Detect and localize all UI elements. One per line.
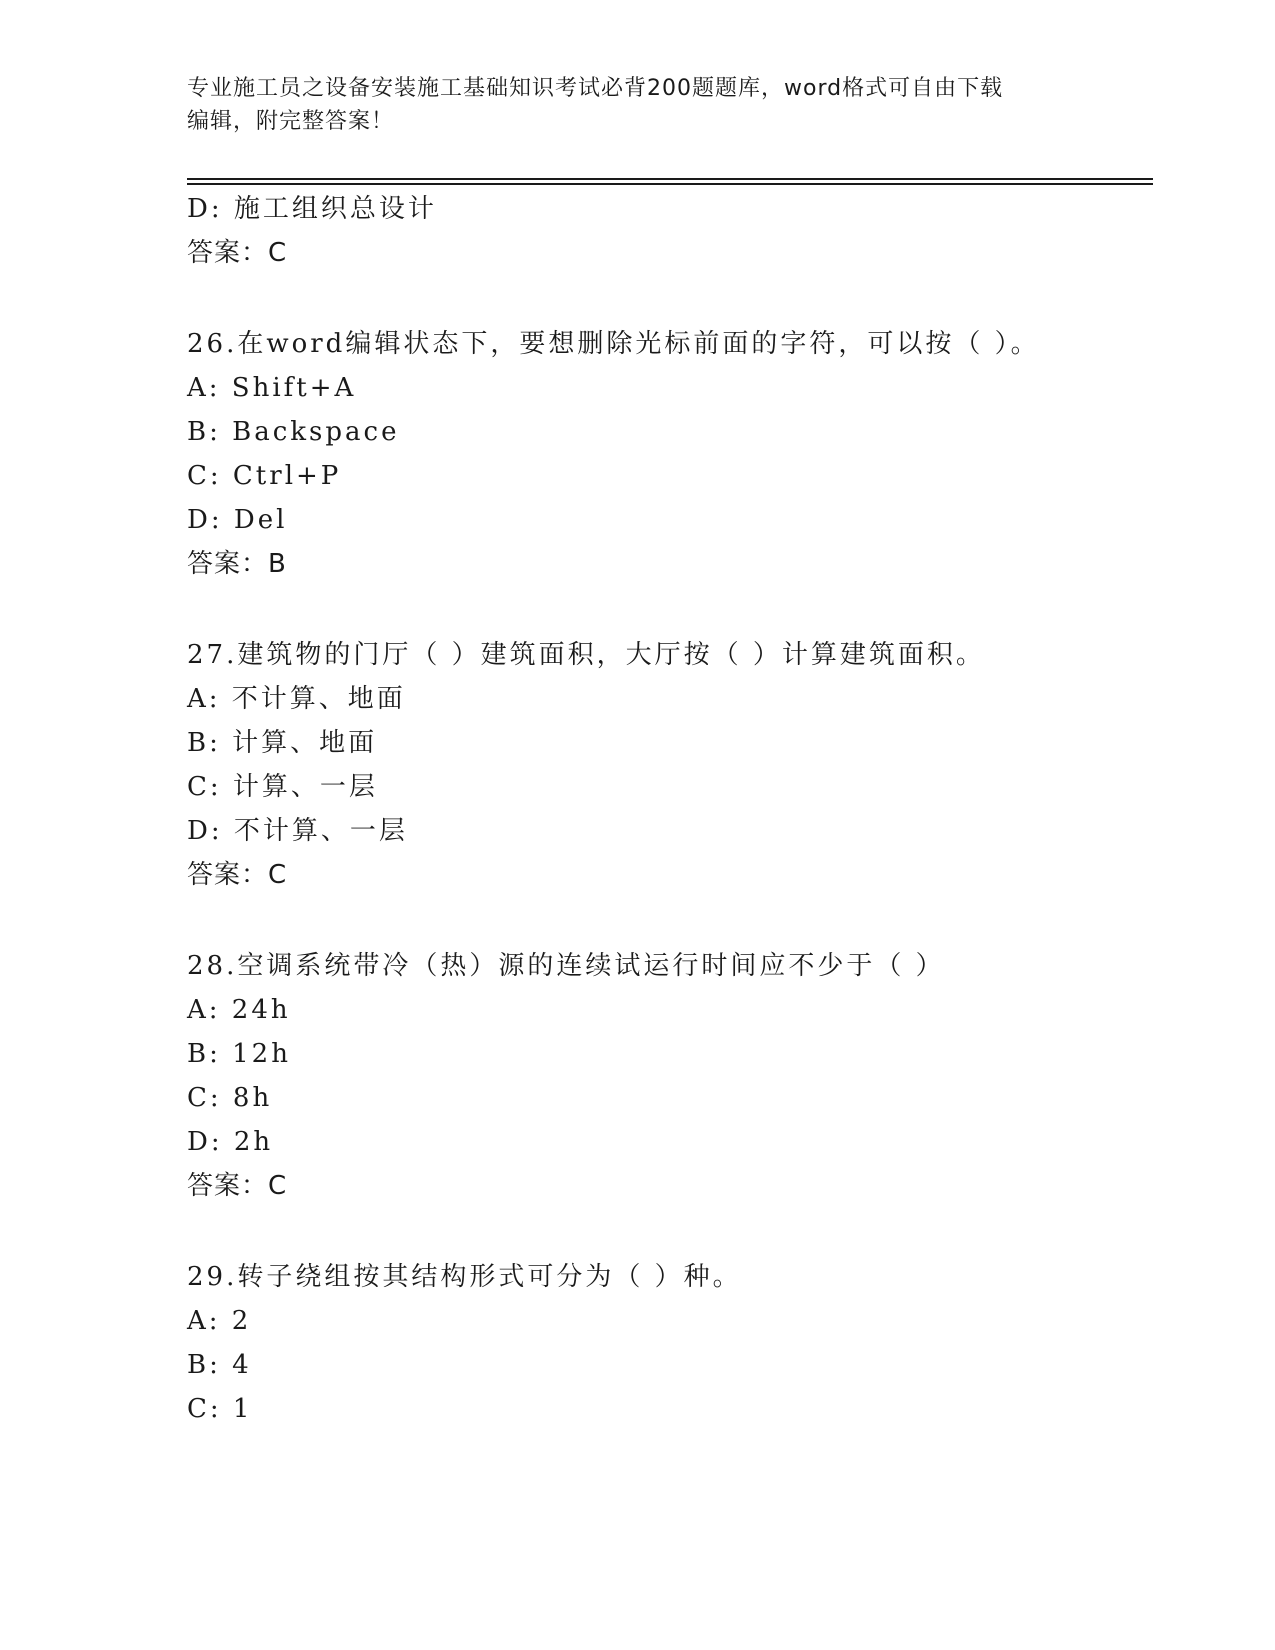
header-divider-bottom [187,183,1153,185]
q27-option-d: D: 不计算、一层 [187,816,408,846]
q27-option-c: C: 计算、一层 [187,772,378,802]
q25-answer: 答案：C [187,238,288,268]
document-header [187,72,1087,138]
q29-option-a: A: 2 [187,1306,252,1336]
q26-option-b: B: Backspace [187,417,400,447]
q28-answer: 答案：C [187,1171,288,1201]
q28-option-b: B: 12h [187,1039,291,1069]
header-line-1: 专业施工员之设备安装施工基础知识考试必背200题题库，word格式可自由下载 [187,76,1004,101]
q28-option-a: A: 24h [187,995,291,1025]
q26-question: 26.在word编辑状态下，要想删除光标前面的字符，可以按（ ）。 [187,329,1040,359]
q25-option-d: D: 施工组织总设计 [187,194,437,224]
q26-option-a: A: Shift+A [187,373,357,403]
q26-answer: 答案：B [187,549,287,579]
q29-question: 29.转子绕组按其结构形式可分为（ ）种。 [187,1262,742,1292]
q28-option-d: D: 2h [187,1127,274,1157]
q28-question: 28.空调系统带冷（热）源的连续试运行时间应不少于（ ） [187,951,945,981]
q27-option-a: A: 不计算、地面 [187,684,406,714]
header-line-2: 编辑，附完整答案！ [187,109,395,134]
q27-question: 27.建筑物的门厅（ ）建筑面积，大厅按（ ）计算建筑面积。 [187,640,985,670]
q28-option-c: C: 8h [187,1083,273,1113]
q27-answer: 答案：C [187,860,288,890]
q26-option-d: D: Del [187,505,288,535]
q29-option-b: B: 4 [187,1350,252,1380]
q29-option-c: C: 1 [187,1394,253,1424]
q26-option-c: C: Ctrl+P [187,461,342,491]
header-divider-top [187,178,1153,180]
q27-option-b: B: 计算、地面 [187,728,378,758]
